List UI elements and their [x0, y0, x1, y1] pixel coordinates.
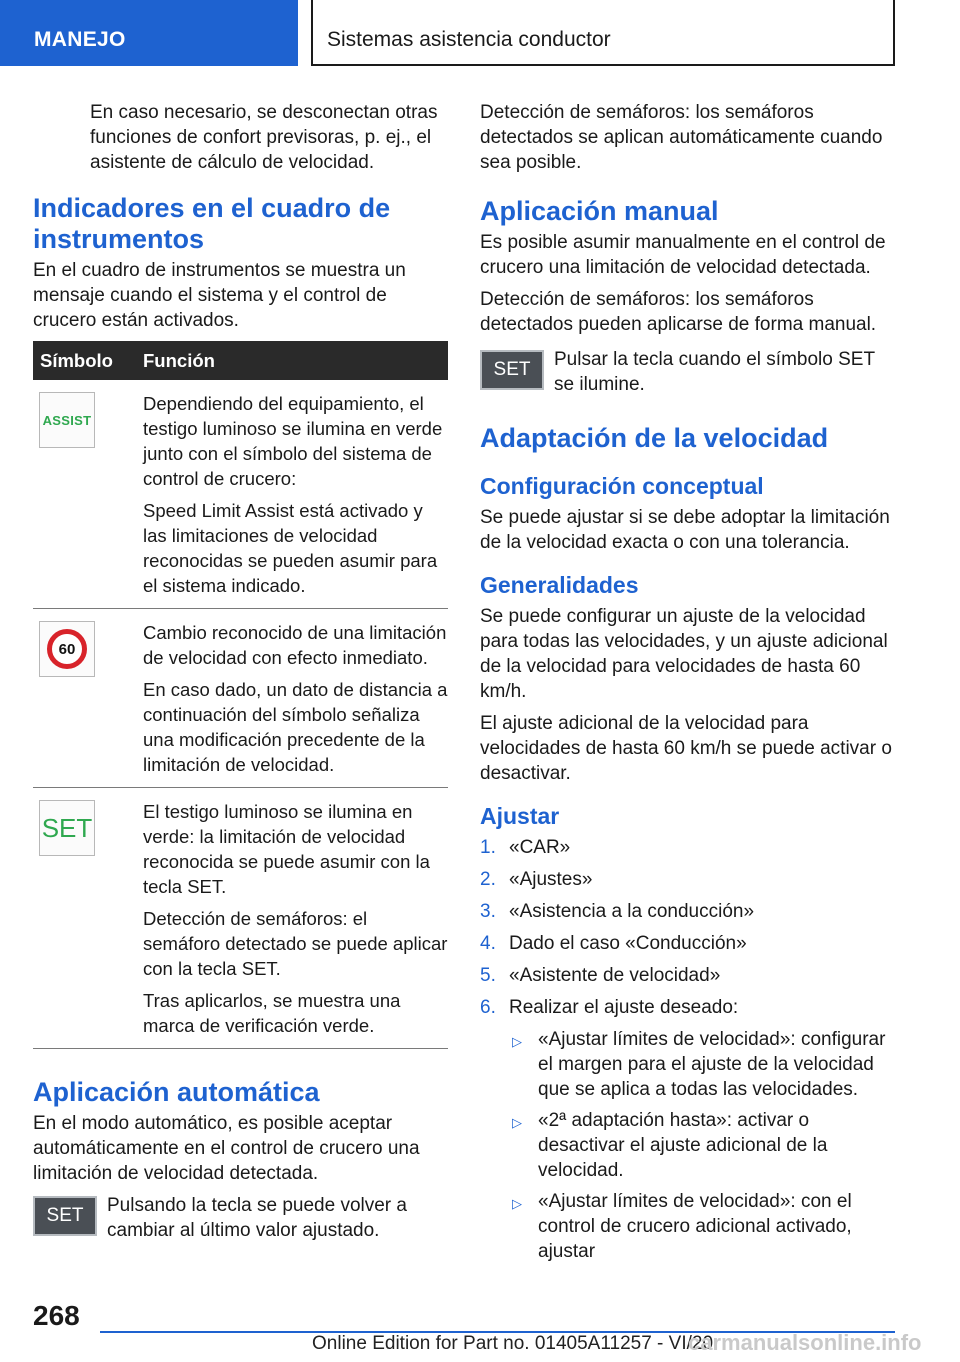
left-column — [33, 100, 448, 1250]
heading-general: Generalidades — [480, 572, 639, 598]
section-title: MANEJO — [34, 28, 126, 51]
list-item: ▷ «Ajustar límites de velocidad»: con el control de crucero adicional activado, ajustar — [509, 1189, 896, 1264]
list-item: 1. «CAR» — [480, 837, 571, 858]
key-instruction-text: Pulsando la tecla se puede volver a cambiar al último valor ajustado. — [107, 1195, 407, 1241]
right-column — [480, 100, 896, 1270]
set-symbol-text: SET — [41, 812, 93, 843]
row-description: Cambio reconocido de una limitación de velocidad con efecto inmediato. — [143, 622, 447, 668]
general-paragraph: Se puede configurar un ajuste de la velocidad para todas las velocidades, y un ajuste adicional de la velocidad para velocidades de hasta 60 km/h. — [480, 606, 888, 702]
key-instruction-text: Pulsar la tecla cuando el símbolo SET se ilumine. — [554, 349, 875, 395]
heading-adjust: Ajustar — [480, 803, 560, 829]
config-paragraph: Se puede ajustar si se debe adoptar la limitación de la velocidad exacta o con una tolerancia. — [480, 507, 890, 553]
speed-limit-sign-icon — [39, 621, 95, 677]
triangle-bullet-icon: ▷ — [512, 1115, 522, 1130]
set-button-icon: SET — [33, 1196, 97, 1236]
row-description: El testigo luminoso se ilumina en verde: la limitación de velocidad reconocida se puede asumir con la tecla SET. — [143, 801, 430, 897]
set-button-icon: SET — [480, 350, 544, 390]
indicators-paragraph: En el cuadro de instrumentos se muestra un mensaje cuando el sistema y el control de crucero están activados. — [33, 260, 406, 331]
chapter-title: Sistemas asistencia conductor — [327, 28, 611, 51]
traffic-light-paragraph: Detección de semáforos: los semáforos detectados se aplican automáticamente cuando sea posible. — [480, 102, 883, 173]
traffic-light-manual-paragraph: Detección de semáforos: los semáforos detectados pueden aplicarse de forma manual. — [480, 289, 877, 335]
sub-options-list — [509, 1027, 896, 1264]
general-paragraph: El ajuste adicional de la velocidad para velocidades de hasta 60 km/h se puede activar o desactivar. — [480, 713, 892, 784]
row-description: Dependiendo del equipamiento, el testigo luminoso se ilumina en verde junto con el símbolo del sistema de control de crucero: — [143, 393, 443, 489]
row-description: En caso dado, un dato de distancia a continuación del símbolo señaliza una modificación precedente de la limitación de velocidad. — [143, 679, 448, 775]
list-item: 4. Dado el caso «Conducción» — [480, 933, 747, 954]
intro-paragraph: En caso necesario, se desconectan otras funciones de confort previsoras, p. ej., el asistente de cálculo de velocidad. — [90, 102, 438, 173]
page-number: 268 — [33, 1300, 80, 1331]
row-description: Detección de semáforos: el semáforo detectado se puede aplicar con la tecla SET. — [143, 908, 448, 979]
column-header-function: Función — [143, 349, 215, 371]
auto-apply-paragraph: En el modo automático, es posible aceptar automáticamente en el control de crucero una limitación de velocidad detectada. — [33, 1113, 420, 1184]
symbol-table — [33, 341, 448, 1049]
row-description: Speed Limit Assist está activado y las limitaciones de velocidad reconocidas se pueden asumir para el sistema indicado. — [143, 500, 438, 596]
list-item: ▷ «2ª adaptación hasta»: activar o desactivar el ajuste adicional de la velocidad. — [509, 1108, 896, 1183]
speed-limit-value: 60 — [47, 629, 87, 669]
table-row — [33, 380, 448, 609]
heading-indicators: Indicadores en el cuadro de instrumentos — [33, 193, 391, 254]
table-row — [33, 609, 448, 788]
section-tab — [0, 0, 298, 66]
watermark: carmanualsonline.info — [688, 1330, 922, 1355]
steps-list — [480, 835, 896, 1020]
key-instruction — [33, 1193, 448, 1243]
table-header — [33, 341, 448, 380]
edition-label: Online Edition for Part no. 01405A11257 - VI/20 — [312, 1333, 714, 1354]
triangle-bullet-icon: ▷ — [512, 1196, 522, 1211]
heading-manual-apply: Aplicación manual — [480, 196, 719, 226]
table-row — [33, 788, 448, 1049]
list-item: 5. «Asistente de velocidad» — [480, 965, 721, 986]
manual-apply-paragraph: Es posible asumir manualmente en el control de crucero una limitación de velocidad detectada. — [480, 232, 886, 278]
list-item: 3. «Asistencia a la conducción» — [480, 901, 755, 922]
set-indicator-icon — [39, 800, 95, 856]
assist-indicator-icon — [39, 392, 95, 448]
chapter-tab — [311, 0, 895, 66]
row-description: Tras aplicarlos, se muestra una marca de verificación verde. — [143, 990, 401, 1036]
list-item: 2. «Ajustes» — [480, 869, 593, 890]
heading-auto-apply: Aplicación automática — [33, 1077, 320, 1107]
column-header-symbol: Símbolo — [40, 349, 113, 371]
list-item: 6. Realizar el ajuste deseado: — [480, 997, 739, 1018]
assist-symbol-text: ASSIST — [42, 412, 92, 428]
heading-config: Configuración conceptual — [480, 473, 764, 499]
triangle-bullet-icon: ▷ — [512, 1034, 522, 1049]
key-instruction — [480, 347, 896, 397]
list-item: ▷ «Ajustar límites de velocidad»: configurar el margen para el ajuste de la velocidad que se aplica a todas las velocidades. — [509, 1027, 896, 1102]
heading-speed-adaptation: Adaptación de la velocidad — [480, 423, 829, 453]
